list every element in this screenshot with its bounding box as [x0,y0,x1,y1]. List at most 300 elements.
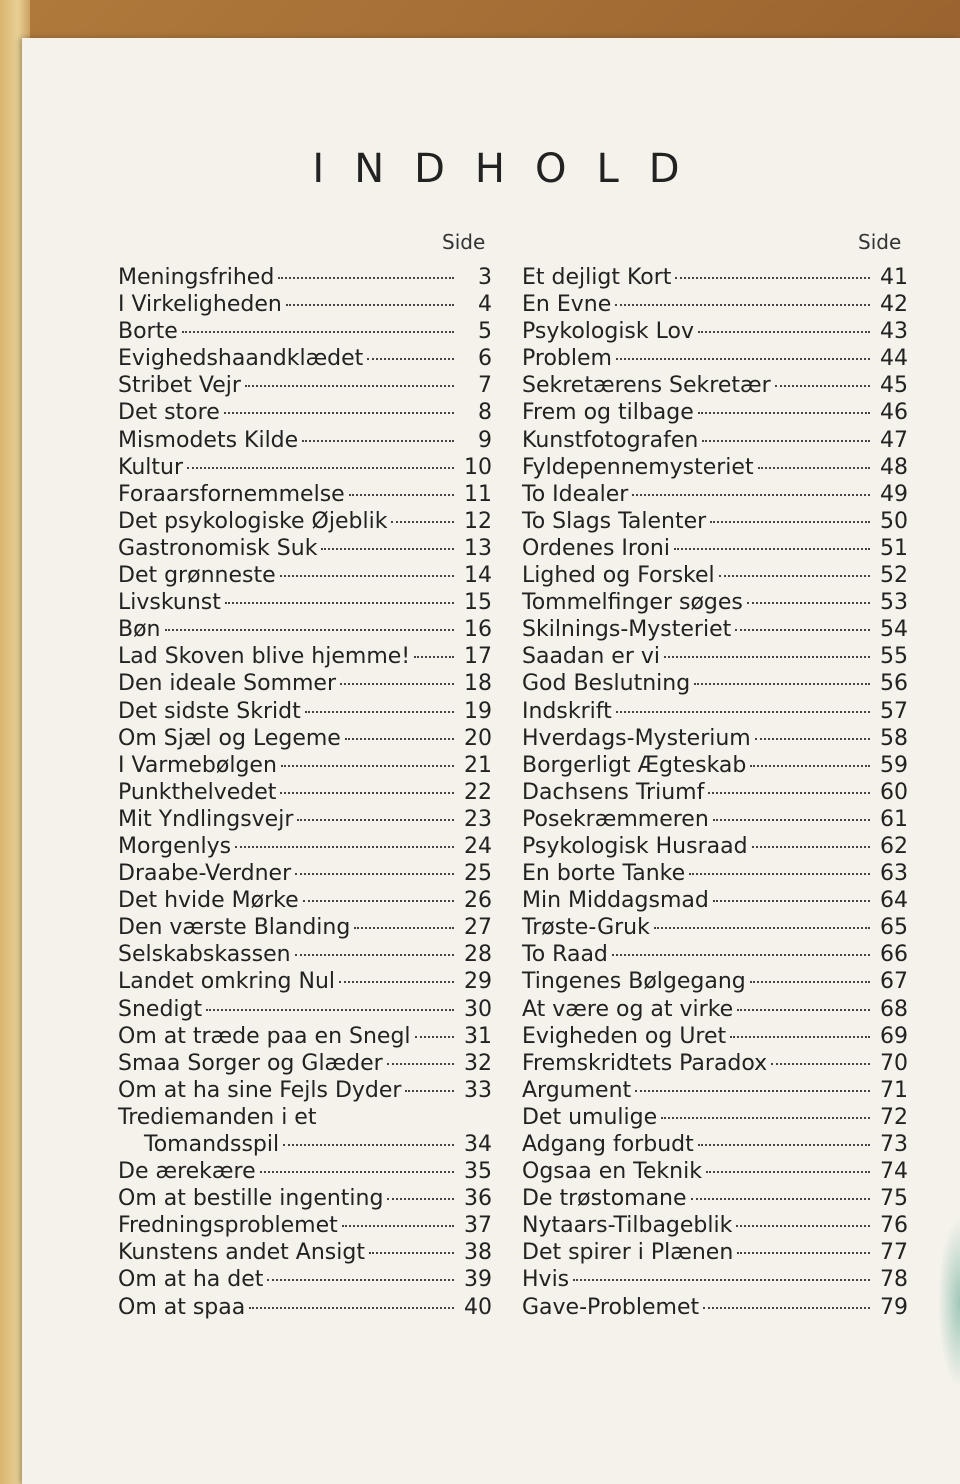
toc-entry [118,860,492,887]
toc-entry-title: Det grønneste [118,563,276,589]
toc-entry-page: 8 [478,400,492,426]
toc-entry [522,345,908,372]
toc-entry-title: Saadan er vi [522,644,661,670]
toc-entry-title: Hverdags-Mysterium [522,725,751,751]
toc-entry-page: 22 [464,779,492,805]
toc-entry-title-line1: Trediemanden i et [118,1104,317,1130]
toc-entry [118,670,492,697]
toc-entry [522,1239,908,1266]
toc-entry [118,1023,492,1050]
toc-entry-page: 45 [880,373,908,399]
toc-entry [522,1104,908,1131]
toc-entry-leader [758,467,870,469]
toc-entry-title: Fredningsproblemet [118,1213,338,1239]
toc-entry-title: Et dejligt Kort [522,265,672,290]
toc-entry-page: 54 [880,617,908,643]
toc-entry [522,1185,908,1212]
toc-entry [118,1266,492,1293]
toc-entry [118,616,492,643]
toc-entry-page: 19 [464,698,492,724]
toc-entry [522,562,908,589]
toc-entry-leader [702,440,870,442]
toc-entry [118,1077,492,1104]
toc-entry-page: 20 [464,725,492,751]
toc-entry-leader [321,548,454,550]
toc-entry-page: 28 [464,942,492,968]
toc-entry-title-line2: Tomandsspil [144,1132,280,1157]
toc-entry-leader [305,711,454,713]
toc-entry [522,508,908,535]
toc-entry-page: 14 [464,563,492,589]
toc-entry-page: 52 [880,563,908,589]
toc-entry-leader [713,900,870,902]
toc-entry-page: 43 [880,319,908,345]
toc-entry-title: Trøste-Gruk [522,915,650,941]
toc-entry-leader [694,683,870,685]
toc-entry-title: Skilnings-Mysteriet [522,617,732,643]
toc-entry-leader [573,1279,870,1281]
toc-entry-title: Landet omkring Nul [118,969,336,995]
toc-entry [118,725,492,752]
toc-entry-leader [187,467,454,469]
toc-entry [522,779,908,806]
toc-entry-page: 48 [880,454,908,480]
toc-entry-title: Draabe-Verdner [118,861,292,887]
toc-entry-leader [245,385,454,387]
toc-entry-page: 31 [464,1023,492,1049]
toc-entry-leader [249,1307,454,1309]
toc-entry-leader [349,494,454,496]
toc-entry [118,264,492,291]
toc-entry-leader [747,602,870,604]
toc-entry-page: 24 [464,833,492,859]
toc-entry-page: 42 [880,292,908,318]
toc-entry-title: Selskabskassen [118,942,291,968]
toc-entry [522,1131,908,1158]
toc-entry [522,318,908,345]
toc-entry [118,589,492,616]
toc-entry-title: Psykologisk Lov [522,319,694,345]
toc-entry-page: 44 [880,346,908,372]
toc-entry-page: 72 [880,1104,908,1130]
toc-entry-leader [387,1063,454,1065]
toc-entry-leader [280,575,454,577]
toc-entry-page: 74 [880,1159,908,1185]
toc-entry [118,535,492,562]
toc-entry-title: Kunstens andet Ansigt [118,1240,365,1266]
toc-entry [118,372,492,399]
toc-entry-page: 5 [478,319,492,345]
toc-entry-leader [405,1090,454,1092]
toc-entry-leader [654,927,870,929]
toc-entry-leader [713,819,870,821]
toc-entry-page: 16 [464,617,492,643]
toc-entry-page: 68 [880,996,908,1022]
toc-entry-leader [735,629,870,631]
toc-entry-page: 64 [880,888,908,914]
toc-entry-leader [303,900,454,902]
toc-entry-leader [632,494,870,496]
toc-entry-page: 13 [464,535,492,561]
toc-entry-leader [182,331,454,333]
toc-entry-title: Det umulige [522,1104,658,1130]
toc-entry-leader [750,981,870,983]
toc-entry [118,968,492,995]
toc-entry-title: Den værste Blanding [118,915,351,941]
toc-entry-page: 21 [464,752,492,778]
toc-entry-title: En Evne [522,292,612,318]
toc-entry-page: 78 [880,1267,908,1293]
toc-entry-title: Tingenes Bølgegang [522,969,746,995]
book-page [22,38,960,1484]
toc-entry [522,589,908,616]
toc-entry-leader [295,873,454,875]
toc-entry-leader [755,738,870,740]
toc-entry-leader [302,440,454,442]
toc-entry-leader [675,277,870,279]
toc-entry-title: Fremskridtets Paradox [522,1050,768,1076]
toc-entry-page: 23 [464,806,492,832]
toc-entry-leader [708,792,870,794]
toc-entry [522,752,908,779]
toc-entry-page: 18 [464,671,492,697]
toc-entry-title: Posekræmmeren [522,806,709,832]
toc-entry-page: 25 [464,861,492,887]
toc-entry-leader [664,656,870,658]
toc-entry-leader [615,304,870,306]
toc-entry-leader [736,1225,870,1227]
toc-entry-title: Smaa Sorger og Glæder [118,1050,383,1076]
toc-entry-leader [635,1090,870,1092]
toc-entry [522,860,908,887]
toc-entry-leader [342,1225,454,1227]
toc-entry-title: Ogsaa en Teknik [522,1159,702,1185]
toc-entry [522,535,908,562]
toc-entry-leader [280,792,454,794]
page-smudge [938,1218,960,1388]
toc-entry [522,264,908,291]
toc-entry [522,968,908,995]
toc-entry-leader [281,765,454,767]
toc-entry-page: 38 [464,1240,492,1266]
toc-entry-title: Livskunst [118,590,221,616]
toc-entry [522,1023,908,1050]
toc-entry [522,1077,908,1104]
toc-entry-title: Meningsfrihed [118,265,275,290]
toc-entry-title: I Varmebølgen [118,752,277,778]
toc-entry [118,399,492,426]
toc-entry [522,996,908,1023]
toc-entry-page: 49 [880,481,908,507]
toc-entry-title: At være og at virke [522,996,734,1022]
toc-entry-page: 10 [464,454,492,480]
toc-entry-leader [414,656,454,658]
toc-entry [118,1050,492,1077]
toc-entry-title: To Raad [522,942,608,968]
toc-entry-page: 30 [464,996,492,1022]
toc-entry-leader [719,575,870,577]
toc-entry-title: God Beslutning [522,671,691,697]
toc-entry-leader [391,521,454,523]
toc-entry-title: Sekretærens Sekretær [522,373,771,399]
toc-entry-leader [224,412,454,414]
toc-entry [522,1266,908,1293]
toc-entry [118,1185,492,1212]
toc-entry [118,318,492,345]
toc-entry-title: Om at spaa [118,1294,246,1320]
toc-entry-title: Mismodets Kilde [118,427,299,453]
toc-entry-leader [612,954,870,956]
toc-entry-page: 53 [880,590,908,616]
toc-entry-leader [737,1009,870,1011]
toc-entry [118,345,492,372]
toc-entry-leader [165,629,455,631]
toc-entry [118,508,492,535]
toc-entry-page: 17 [464,644,492,670]
toc-entry [118,752,492,779]
toc-entry-page: 7 [478,373,492,399]
toc-entry [522,833,908,860]
toc-entry [522,372,908,399]
toc-entry-title: De ærekære [118,1159,256,1185]
toc-entry-title: Fyldepennemysteriet [522,454,754,480]
toc-entry-title: Om at træde paa en Snegl [118,1023,411,1049]
toc-entry [118,1239,492,1266]
toc-entry-title: Evigheden og Uret [522,1023,727,1049]
toc-entry-page: 27 [464,915,492,941]
toc-entry-page: 69 [880,1023,908,1049]
toc-entry-leader [206,1009,454,1011]
page-title: INDHOLD [312,146,710,192]
toc-entry [118,996,492,1023]
toc-entry-leader [267,1279,454,1281]
toc-entry [522,1294,908,1321]
toc-entry [522,725,908,752]
toc-entry-page: 59 [880,752,908,778]
toc-entry-page: 3 [478,265,492,290]
toc-entry-leader [674,548,870,550]
toc-entry-title: Psykologisk Husraad [522,833,748,859]
toc-entry-page: 40 [464,1294,492,1320]
toc-entry-page: 37 [464,1213,492,1239]
toc-entry-leader [750,765,870,767]
toc-entry-page: 58 [880,725,908,751]
toc-entry-page: 66 [880,942,908,968]
toc-entry-title: Problem [522,346,612,372]
toc-entry-leader [295,954,454,956]
toc-entry [522,643,908,670]
toc-entry-page: 4 [478,292,492,318]
toc-entry [522,481,908,508]
toc-entry [118,833,492,860]
toc-entry [118,887,492,914]
toc-entry-title: Kunstfotografen [522,427,699,453]
toc-entry-title: Det spirer i Plænen [522,1240,734,1266]
toc-entry-page: 71 [880,1077,908,1103]
toc-entry-leader [260,1171,454,1173]
toc-entry-title: Gave-Problemet [522,1294,700,1320]
toc-entry [522,427,908,454]
toc-entry-leader [340,683,454,685]
toc-entry-title: To Slags Talenter [522,508,707,534]
toc-entry [118,806,492,833]
side-label-right: Side [858,230,902,254]
toc-entry [522,616,908,643]
toc-entry-title: Adgang forbudt [522,1132,694,1157]
toc-entry [522,1050,908,1077]
toc-entry-leader [283,1144,454,1146]
toc-entry-leader [235,846,454,848]
toc-entry-leader [691,1198,870,1200]
toc-entry [118,914,492,941]
toc-entry [118,941,492,968]
toc-entry-title: Kultur [118,454,184,480]
toc-entry [522,806,908,833]
toc-entry-title: Den ideale Sommer [118,671,337,697]
toc-entry-title: Om at bestille ingenting [118,1186,384,1212]
toc-entry-leader [278,277,454,279]
toc-entry [522,454,908,481]
toc-entry-leader [698,412,870,414]
toc-entry-line2 [118,1131,492,1158]
toc-entry-page: 79 [880,1294,908,1320]
toc-entry-title: Om at ha det [118,1267,264,1293]
toc-entry-page: 50 [880,508,908,534]
toc-entry [118,1212,492,1239]
toc-entry [522,698,908,725]
toc-entry [522,887,908,914]
toc-entry-leader [710,521,870,523]
toc-entry-leader [771,1063,870,1065]
toc-entry-page: 75 [880,1186,908,1212]
toc-entry-leader [616,358,870,360]
toc-entry-leader [698,331,870,333]
toc-entry-title: Indskrift [522,698,612,724]
toc-entry-page: 15 [464,590,492,616]
toc-entry-page: 11 [464,481,492,507]
toc-entry-title: Om Sjæl og Legeme [118,725,341,751]
toc-entry-page: 9 [478,427,492,453]
toc-entry-page: 77 [880,1240,908,1266]
toc-column-right [522,264,908,1321]
toc-entry [118,643,492,670]
toc-entry-page: 41 [880,265,908,290]
toc-entry-leader [706,1171,870,1173]
toc-entry-leader [286,304,454,306]
toc-entry-page: 63 [880,861,908,887]
toc-entry-leader [730,1036,870,1038]
toc-entry-title: I Virkeligheden [118,292,282,318]
toc-entry-page: 32 [464,1050,492,1076]
toc-entry-page: 46 [880,400,908,426]
toc-entry-page: 67 [880,969,908,995]
toc-entry-title: Ordenes Ironi [522,535,670,561]
toc-entry-title: Morgenlys [118,833,232,859]
toc-entry-leader [415,1036,454,1038]
toc-entry-leader [703,1307,870,1309]
toc-entry [118,454,492,481]
toc-entry-page: 6 [478,346,492,372]
toc-entry-title: Min Middagsmad [522,888,709,914]
toc-entry [522,1212,908,1239]
toc-entry-page: 12 [464,508,492,534]
toc-entry-title: Bøn [118,617,161,643]
toc-entry-title: Hvis [522,1267,570,1293]
toc-entry [522,399,908,426]
toc-entry-title: Dachsens Triumf [522,779,705,805]
toc-entry-leader [387,1198,454,1200]
toc-entry-title: Om at ha sine Fejls Dyder [118,1077,402,1103]
toc-entry-page: 35 [464,1159,492,1185]
toc-entry [522,941,908,968]
toc-entry-page: 26 [464,888,492,914]
toc-entry-title: Borgerligt Ægteskab [522,752,747,778]
toc-entry [118,698,492,725]
toc-entry-page: 56 [880,671,908,697]
toc-entry [522,914,908,941]
toc-entry-page: 60 [880,779,908,805]
toc-entry [118,779,492,806]
toc-entry-title: Stribet Vejr [118,373,241,399]
toc-entry-leader [345,738,454,740]
toc-entry-title: Punkthelvedet [118,779,277,805]
toc-entry-title: En borte Tanke [522,861,686,887]
toc-entry-leader [661,1117,870,1119]
toc-column-left [118,264,492,1321]
toc-entry [522,291,908,318]
toc-entry-title: To Idealer [522,481,629,507]
toc-entry-page: 51 [880,535,908,561]
toc-entry-page: 33 [464,1077,492,1103]
toc-entry-page: 47 [880,427,908,453]
toc-entry-title: Evighedshaandklædet [118,346,364,372]
toc-entry [118,562,492,589]
toc-entry-page: 62 [880,833,908,859]
toc-entry [118,1294,492,1321]
toc-entry-title: Det store [118,400,220,426]
toc-entry-leader [367,358,454,360]
toc-entry-leader [225,602,454,604]
toc-entry [118,291,492,318]
toc-entry-title: Det psykologiske Øjeblik [118,508,388,534]
toc-entry-leader [354,927,454,929]
toc-entry-title: Lighed og Forskel [522,563,715,589]
toc-entry-title: Gastronomisk Suk [118,535,318,561]
toc-entry-page: 55 [880,644,908,670]
toc-entry-title: De trøstomane [522,1186,687,1212]
toc-entry-leader [616,711,870,713]
toc-entry-title: Nytaars-Tilbageblik [522,1213,733,1239]
toc-entry-page: 57 [880,698,908,724]
toc-entry-page: 73 [880,1132,908,1157]
toc-entry-page: 36 [464,1186,492,1212]
toc-entry-title: Det hvide Mørke [118,888,299,914]
toc-entry-leader [369,1252,454,1254]
toc-entry-title: Lad Skoven blive hjemme! [118,644,411,670]
toc-entry-title: Borte [118,319,178,345]
toc-entry-leader [752,846,870,848]
toc-entry-leader [339,981,454,983]
toc-entry-leader [775,385,870,387]
toc-entry [118,427,492,454]
toc-entry-page: 34 [464,1132,492,1157]
toc-entry [118,1104,492,1158]
toc-entry-leader [737,1252,870,1254]
toc-entry-page: 39 [464,1267,492,1293]
toc-entry-title: Mit Yndlingsvejr [118,806,294,832]
toc-entry-title: Frem og tilbage [522,400,694,426]
toc-entry [118,481,492,508]
